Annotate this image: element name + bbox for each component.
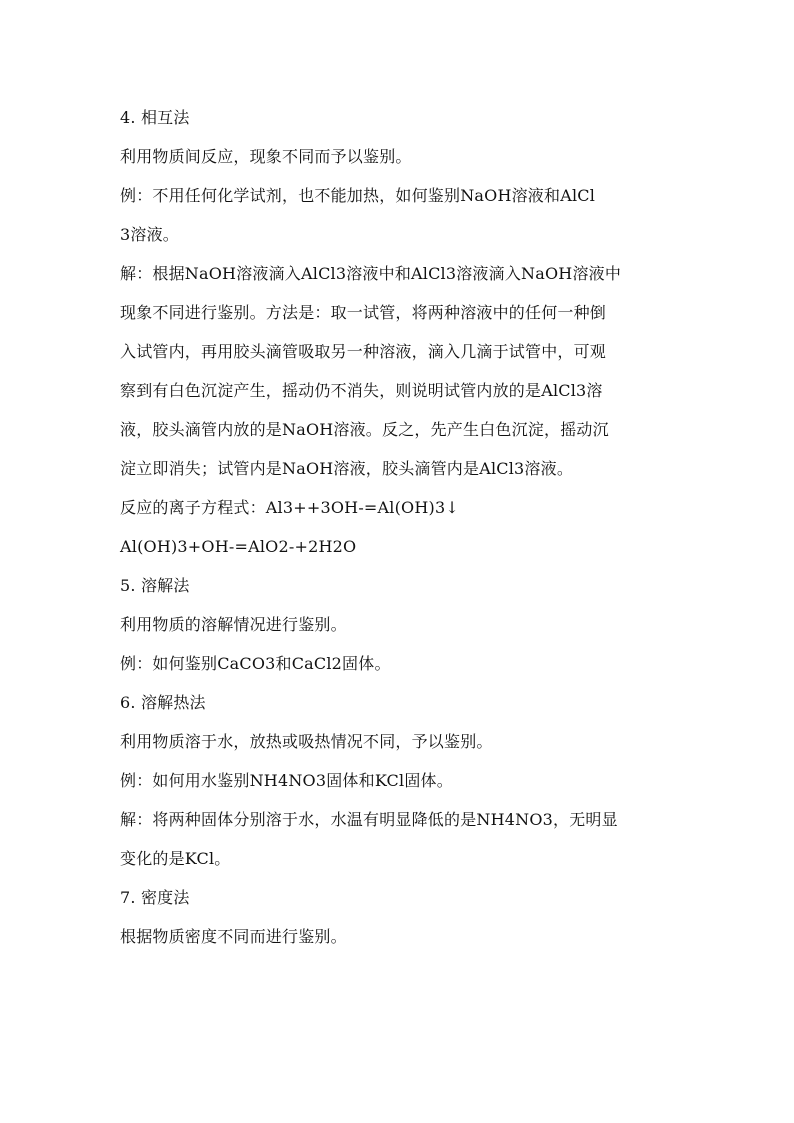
paragraph-line: 例：如何用水鉴别NH4NO3固体和KCl固体。 <box>120 771 453 790</box>
section-heading-4: 4. 相互法 <box>120 108 190 127</box>
paragraph-line: 3溶液。 <box>120 225 179 244</box>
paragraph-line: 淀立即消失；试管内是NaOH溶液，胶头滴管内是AlCl3溶液。 <box>120 459 574 478</box>
paragraph-line: 解：将两种固体分别溶于水，水温有明显降低的是NH4NO3，无明显 <box>120 810 618 829</box>
paragraph-line: 根据物质密度不同而进行鉴别。 <box>120 927 347 946</box>
section-heading-6: 6. 溶解热法 <box>120 693 206 712</box>
ionic-equation-line: Al(OH)3+OH-=AlO2-+2H2O <box>120 537 357 556</box>
paragraph-line: 利用物质的溶解情况进行鉴别。 <box>120 615 347 634</box>
paragraph-line: 现象不同进行鉴别。方法是：取一试管，将两种溶液中的任何一种倒 <box>120 303 607 322</box>
paragraph-line: 解：根据NaOH溶液滴入AlCl3溶液中和AlCl3溶液滴入NaOH溶液中 <box>120 264 622 283</box>
paragraph-line: 利用物质间反应，现象不同而予以鉴别。 <box>120 147 412 166</box>
paragraph-line: 例：如何鉴别CaCO3和CaCl2固体。 <box>120 654 391 673</box>
paragraph-line: 液，胶头滴管内放的是NaOH溶液。反之，先产生白色沉淀，摇动沉 <box>120 420 609 439</box>
section-heading-5: 5. 溶解法 <box>120 576 190 595</box>
ionic-equation-line: 反应的离子方程式：Al3++3OH-=Al(OH)3↓ <box>120 498 459 517</box>
paragraph-line: 入试管内，再用胶头滴管吸取另一种溶液，滴入几滴于试管中，可观 <box>120 342 607 361</box>
section-heading-7: 7. 密度法 <box>120 888 190 907</box>
paragraph-line: 利用物质溶于水，放热或吸热情况不同，予以鉴别。 <box>120 732 493 751</box>
paragraph-line: 察到有白色沉淀产生，摇动仍不消失，则说明试管内放的是AlCl3溶 <box>120 381 603 400</box>
paragraph-line: 例：不用任何化学试剂，也不能加热，如何鉴别NaOH溶液和AlCl <box>120 186 596 205</box>
paragraph-line: 变化的是KCl。 <box>120 849 231 868</box>
document-body <box>120 102 680 952</box>
